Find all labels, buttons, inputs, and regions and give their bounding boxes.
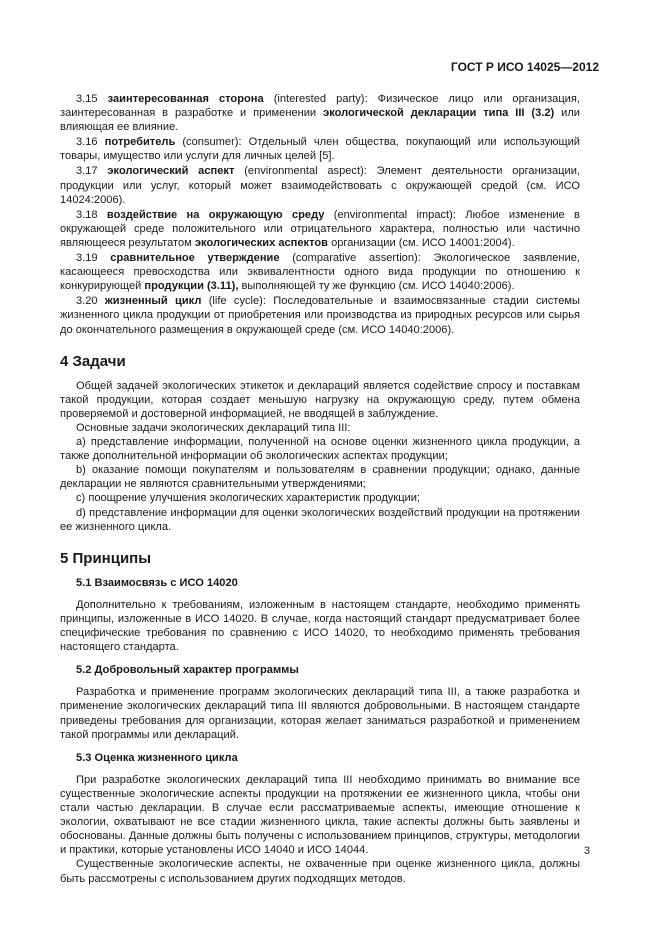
section-4-paragraph: Основные задачи экологических деклараций типа III: xyxy=(76,421,351,434)
subsection-5-1-title: 5.1 Взаимосвязь с ИСО 14020 xyxy=(76,576,238,589)
page-number: 3 xyxy=(583,845,590,857)
list-item: b) оказание помощи покупателям и пользователям в сравнении продукции; однако, данные декларации не являются сравнительными утверждениями; xyxy=(60,464,580,491)
document-header: ГОСТ Р ИСО 14025—2012 xyxy=(450,60,599,74)
document-body xyxy=(60,92,580,886)
list-item: с) поощрение улучшения экологических характеристик продукции; xyxy=(76,492,421,505)
subsection-5-3-title: 5.3 Оценка жизненного цикла xyxy=(76,751,238,764)
list-item: а) представление информации, полученной на основе оценки жизненного цикла продукции, а также дополнительной информации об экологических аспектах продукции; xyxy=(60,436,580,463)
list-item: d) представление информации для оценки экологических воздействий продукции на протяжении ее жизненного цикла. xyxy=(60,506,580,533)
term-3-17: 3.17 экологический аспект (environmental aspect): Элемент деятельности организации, продукции или услуг, который может взаимодействовать с окружающей средой (см. ИСО 14024:2006). xyxy=(60,165,581,206)
subsection-5-2-title: 5.2 Добровольный характер программы xyxy=(76,664,299,677)
term-3-20: 3.20 жизненный цикл (life cycle): Последовательные и взаимосвязанные стадии системы жизненного цикла продукции от приобретения или производства из природных ресурсов или сырья до окончательного размещения в окружающей среде (см. ИСО 14040:2006). xyxy=(60,295,581,336)
subsection-5-3-text: Существенные экологические аспекты, не охваченные при оценке жизненного цикла, должны быть рассмотрены с использованием других подходящих методов. xyxy=(60,858,580,885)
subsection-5-3-text: При разработке экологических деклараций типа III необходимо принимать во внимание все существенные экологические аспекты продукции на протяжении ее жизненного цикла, чтобы они стали частью декларации. В случае если рассматриваемые аспекты, имеющие отношение к экологии, охватывают не все стадии жизненного цикла, такие аспекты должны быть заявлены и обоснованы. Данные должны быть получены с использованием принципов, структуры, методологии и практики, которые установлены ИСО 14040 и ИСО 14044. xyxy=(60,773,580,857)
term-3-18: 3.18 воздействие на окружающую среду (environmental impact): Любое изменение в окружающей среде положительного или отрицательного характера, полностью или частично являющееся результатом экологических аспектов организации (см. ИСО 14001:2004). xyxy=(60,208,580,249)
subsection-5-2-text: Разработка и применение программ экологических деклараций типа III, а также разработка и применение экологических деклараций типа III являются добровольными. В настоящем стандарте приведены требования для организации, которая желает заниматься разработкой и применением такой программы или деклараций. xyxy=(60,686,580,741)
section-5-title: 5 Принципы xyxy=(60,549,152,567)
section-4-paragraph: Общей задачей экологических этикеток и деклараций является содействие спросу и поставкам такой продукции, которая создает меньшую нагрузку на окружающую среду, путем обмена проверяемой и достоверной информацией, не вводящей в заблуждение. xyxy=(60,379,580,420)
subsection-5-1-text: Дополнительно к требованиям, изложенным в настоящем стандарте, необходимо применять принципы, изложенные в ИСО 14020. В случае, когда настоящий стандарт предусматривает более специфические требования по сравнению с ИСО 14020, то необходимо применять требования настоящего стандарта. xyxy=(60,598,580,654)
term-3-16: 3.16 потребитель (consumer): Отдельный член общества, покупающий или использующий товары, имущество или услуги для личных целей [5]. xyxy=(60,136,580,163)
section-4-title: 4 Задачи xyxy=(60,352,126,370)
term-3-15: 3.15 заинтересованная сторона (interested party): Физическое лицо или организация, заинтересованная в разработке и применении экологической декларации типа III (3.2) или влияющая ее влияние. xyxy=(60,93,580,134)
term-3-19: 3.19 сравнительное утверждение (comparative assertion): Экологическое заявление, касающееся превосходства или эквивалентности одного вида продукции по отношению к конкурирующей продукции (3.11), выполняющей ту же функцию (см. ИСО 14040:2006). xyxy=(60,252,580,293)
